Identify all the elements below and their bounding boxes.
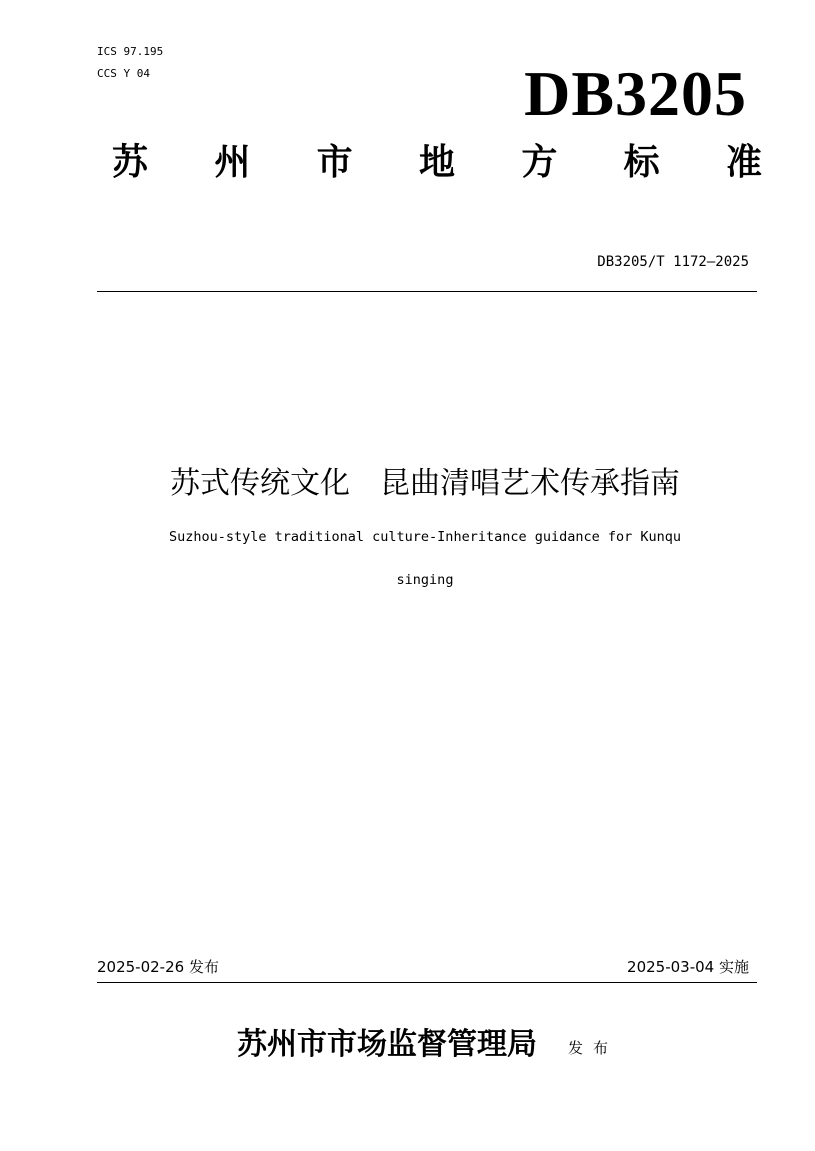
implement-date: 2025-03-04 实施 — [627, 958, 749, 976]
ccs-code: CCS Y 04 — [97, 67, 150, 80]
classification-codes — [97, 41, 163, 85]
publish-date: 2025-02-26 发布 — [97, 958, 219, 976]
standard-number: DB3205/T 1172—2025 — [597, 254, 749, 270]
footer-divider — [97, 982, 757, 983]
document-title-chinese: 苏式传统文化 昆曲清唱艺术传承指南 — [170, 466, 680, 501]
issue-label: 发布 — [568, 1039, 619, 1057]
standard-type-char: 标 — [623, 141, 660, 183]
standard-type-title — [112, 138, 762, 186]
standard-type-char: 方 — [521, 141, 558, 183]
ics-code: ICS 97.195 — [97, 45, 164, 58]
standard-type-char: 州 — [214, 141, 251, 183]
standard-type-char: 准 — [725, 141, 762, 183]
standard-prefix: DB3205 — [524, 58, 747, 129]
standard-type-char: 地 — [418, 141, 455, 183]
issuing-authority: 苏州市市场监督管理局 — [237, 1027, 537, 1062]
standard-type-char: 苏 — [112, 141, 149, 183]
document-title-english-line1: Suzhou-style traditional culture-Inheritance guidance for Kunqu — [168, 529, 682, 545]
standard-type-char: 市 — [316, 141, 353, 183]
document-title-english-line2: singing — [396, 572, 454, 588]
header-divider — [97, 291, 757, 292]
